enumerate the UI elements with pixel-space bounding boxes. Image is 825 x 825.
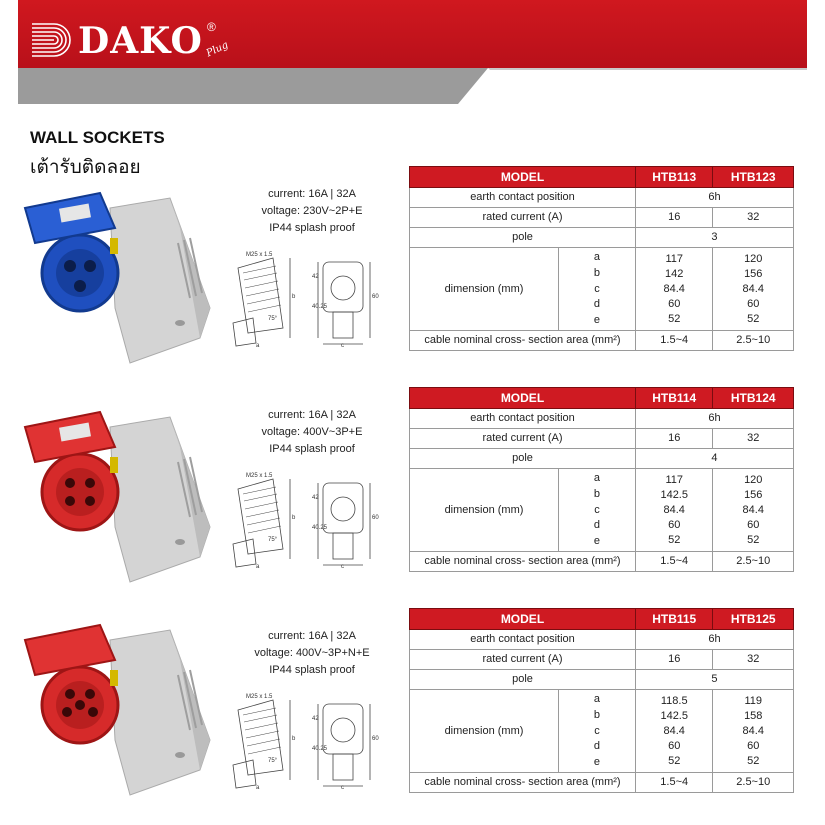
- wall-socket-red-5p-photo: [20, 620, 220, 800]
- header-model-16a: HTB114: [635, 388, 713, 409]
- dim-key-d: d: [593, 740, 601, 753]
- svg-text:c: c: [341, 564, 344, 569]
- dim-values-1: 118.5 142.5 84.4 60 52: [635, 690, 713, 773]
- row-value-pole: 5: [635, 670, 793, 690]
- dimension-drawing-2: [228, 469, 388, 569]
- dim-values-2: 120 156 84.4 60 52: [713, 248, 794, 331]
- svg-text:60: 60: [372, 294, 379, 300]
- page-title: WALL SOCKETS: [30, 128, 165, 147]
- row-value-current-1: 16: [635, 650, 713, 670]
- logo-stripes-icon: [30, 18, 78, 62]
- row-label-dimension: dimension (mm): [410, 690, 559, 772]
- dim-key-a: a: [593, 693, 601, 705]
- drawing-thread-label: M25 x 1.5: [246, 252, 273, 258]
- row-value-current-1: 16: [635, 429, 713, 449]
- row-dimension: [410, 469, 636, 552]
- row-value-current-1: 16: [635, 208, 713, 228]
- svg-text:b: b: [292, 294, 296, 300]
- dim-key-e: e: [593, 535, 601, 548]
- header-model: MODEL: [410, 609, 636, 630]
- svg-text:b: b: [292, 515, 296, 521]
- dim-values-1: 117 142.5 84.4 60 52: [635, 469, 713, 552]
- spec-current: current: 16A | 32A: [268, 188, 356, 200]
- row-value-earth: 6h: [635, 409, 793, 429]
- header-banner-stripe: [18, 68, 807, 104]
- svg-text:c: c: [341, 343, 344, 348]
- row-label-pole: pole: [410, 228, 636, 248]
- row-label-current: rated current (A): [410, 208, 636, 228]
- row-label-current: rated current (A): [410, 429, 636, 449]
- svg-text:a: a: [256, 564, 260, 569]
- spec-table-1: [409, 166, 794, 351]
- dim-key-c: c: [594, 724, 600, 737]
- row-value-earth: 6h: [635, 630, 793, 650]
- svg-text:40.25: 40.25: [312, 525, 328, 531]
- spec-current: current: 16A | 32A: [268, 409, 356, 421]
- svg-text:75°: 75°: [268, 758, 278, 764]
- product-spec-1: [228, 186, 396, 237]
- row-value-current-2: 32: [713, 650, 794, 670]
- dim-key-d: d: [593, 298, 601, 311]
- row-label-current: rated current (A): [410, 650, 636, 670]
- dim-key-b: b: [593, 708, 601, 721]
- spec-ip-rating: IP44 splash proof: [269, 222, 355, 234]
- dim-key-b: b: [593, 266, 601, 279]
- row-value-cable-1: 1.5~4: [635, 773, 713, 793]
- row-label-dimension: dimension (mm): [410, 469, 559, 551]
- spec-current: current: 16A | 32A: [268, 630, 356, 642]
- drawing-thread-label: M25 x 1.5: [246, 694, 273, 700]
- wall-socket-red-4p-photo: [20, 407, 220, 587]
- row-value-pole: 4: [635, 449, 793, 469]
- spec-ip-rating: IP44 splash proof: [269, 664, 355, 676]
- row-value-cable-2: 2.5~10: [713, 552, 794, 572]
- dim-key-c: c: [594, 503, 600, 516]
- svg-text:a: a: [256, 343, 260, 348]
- dimension-drawing-1: [228, 248, 388, 348]
- dimension-drawing-3: [228, 690, 388, 790]
- dim-key-a: a: [593, 472, 601, 484]
- brand-tagline: Plug: [204, 39, 231, 60]
- row-value-cable-2: 2.5~10: [713, 773, 794, 793]
- dim-values-2: 120 156 84.4 60 52: [713, 469, 794, 552]
- row-label-earth: earth contact position: [410, 409, 636, 429]
- header-model: MODEL: [410, 388, 636, 409]
- product-spec-3: [228, 628, 396, 679]
- brand-name: DAKO: [78, 20, 203, 62]
- svg-text:40.25: 40.25: [312, 746, 328, 752]
- row-value-current-2: 32: [713, 208, 794, 228]
- header-model-32a: HTB123: [713, 167, 794, 188]
- row-dimension: [410, 248, 636, 331]
- svg-text:60: 60: [372, 515, 379, 521]
- row-value-pole: 3: [635, 228, 793, 248]
- row-label-cable: cable nominal cross- section area (mm²): [410, 773, 636, 793]
- header-model-16a: HTB115: [635, 609, 713, 630]
- drawing-thread-label: M25 x 1.5: [246, 473, 273, 479]
- dim-key-a: a: [593, 251, 601, 263]
- spec-voltage: voltage: 230V~2P+E: [261, 205, 363, 217]
- svg-text:42: 42: [312, 495, 319, 501]
- svg-text:40.25: 40.25: [312, 304, 328, 310]
- dim-key-c: c: [594, 282, 600, 295]
- dim-key-b: b: [593, 487, 601, 500]
- header-model-16a: HTB113: [635, 167, 713, 188]
- product-section-2: [0, 387, 825, 597]
- product-section-3: [0, 608, 825, 818]
- header-model-32a: HTB124: [713, 388, 794, 409]
- header-model-32a: HTB125: [713, 609, 794, 630]
- spec-table-3: [409, 608, 794, 793]
- brand-registered-mark: ®: [207, 20, 216, 34]
- svg-text:b: b: [292, 736, 296, 742]
- row-label-earth: earth contact position: [410, 630, 636, 650]
- row-label-cable: cable nominal cross- section area (mm²): [410, 331, 636, 351]
- row-value-earth: 6h: [635, 188, 793, 208]
- row-label-dimension: dimension (mm): [410, 248, 559, 330]
- row-value-cable-1: 1.5~4: [635, 331, 713, 351]
- row-dimension: [410, 690, 636, 773]
- svg-text:42: 42: [312, 274, 319, 280]
- spec-voltage: voltage: 400V~3P+N+E: [254, 647, 370, 659]
- row-value-current-2: 32: [713, 429, 794, 449]
- svg-text:42: 42: [312, 716, 319, 722]
- spec-table-2: [409, 387, 794, 572]
- svg-text:60: 60: [372, 736, 379, 742]
- row-label-cable: cable nominal cross- section area (mm²): [410, 552, 636, 572]
- product-spec-2: [228, 407, 396, 458]
- product-section-1: [0, 166, 825, 376]
- page-subtitle: เต้ารับติดลอย: [30, 157, 141, 178]
- dim-values-2: 119 158 84.4 60 52: [713, 690, 794, 773]
- svg-text:75°: 75°: [268, 316, 278, 322]
- dim-key-e: e: [593, 314, 601, 327]
- row-value-cable-1: 1.5~4: [635, 552, 713, 572]
- header-model: MODEL: [410, 167, 636, 188]
- svg-text:a: a: [256, 785, 260, 790]
- dim-key-e: e: [593, 756, 601, 769]
- row-label-pole: pole: [410, 670, 636, 690]
- row-value-cable-2: 2.5~10: [713, 331, 794, 351]
- spec-voltage: voltage: 400V~3P+E: [261, 426, 363, 438]
- wall-socket-blue-photo: [20, 188, 220, 368]
- svg-text:c: c: [341, 785, 344, 790]
- row-label-pole: pole: [410, 449, 636, 469]
- dim-key-d: d: [593, 519, 601, 532]
- svg-text:75°: 75°: [268, 537, 278, 543]
- row-label-earth: earth contact position: [410, 188, 636, 208]
- dim-values-1: 117 142 84.4 60 52: [635, 248, 713, 331]
- spec-ip-rating: IP44 splash proof: [269, 443, 355, 455]
